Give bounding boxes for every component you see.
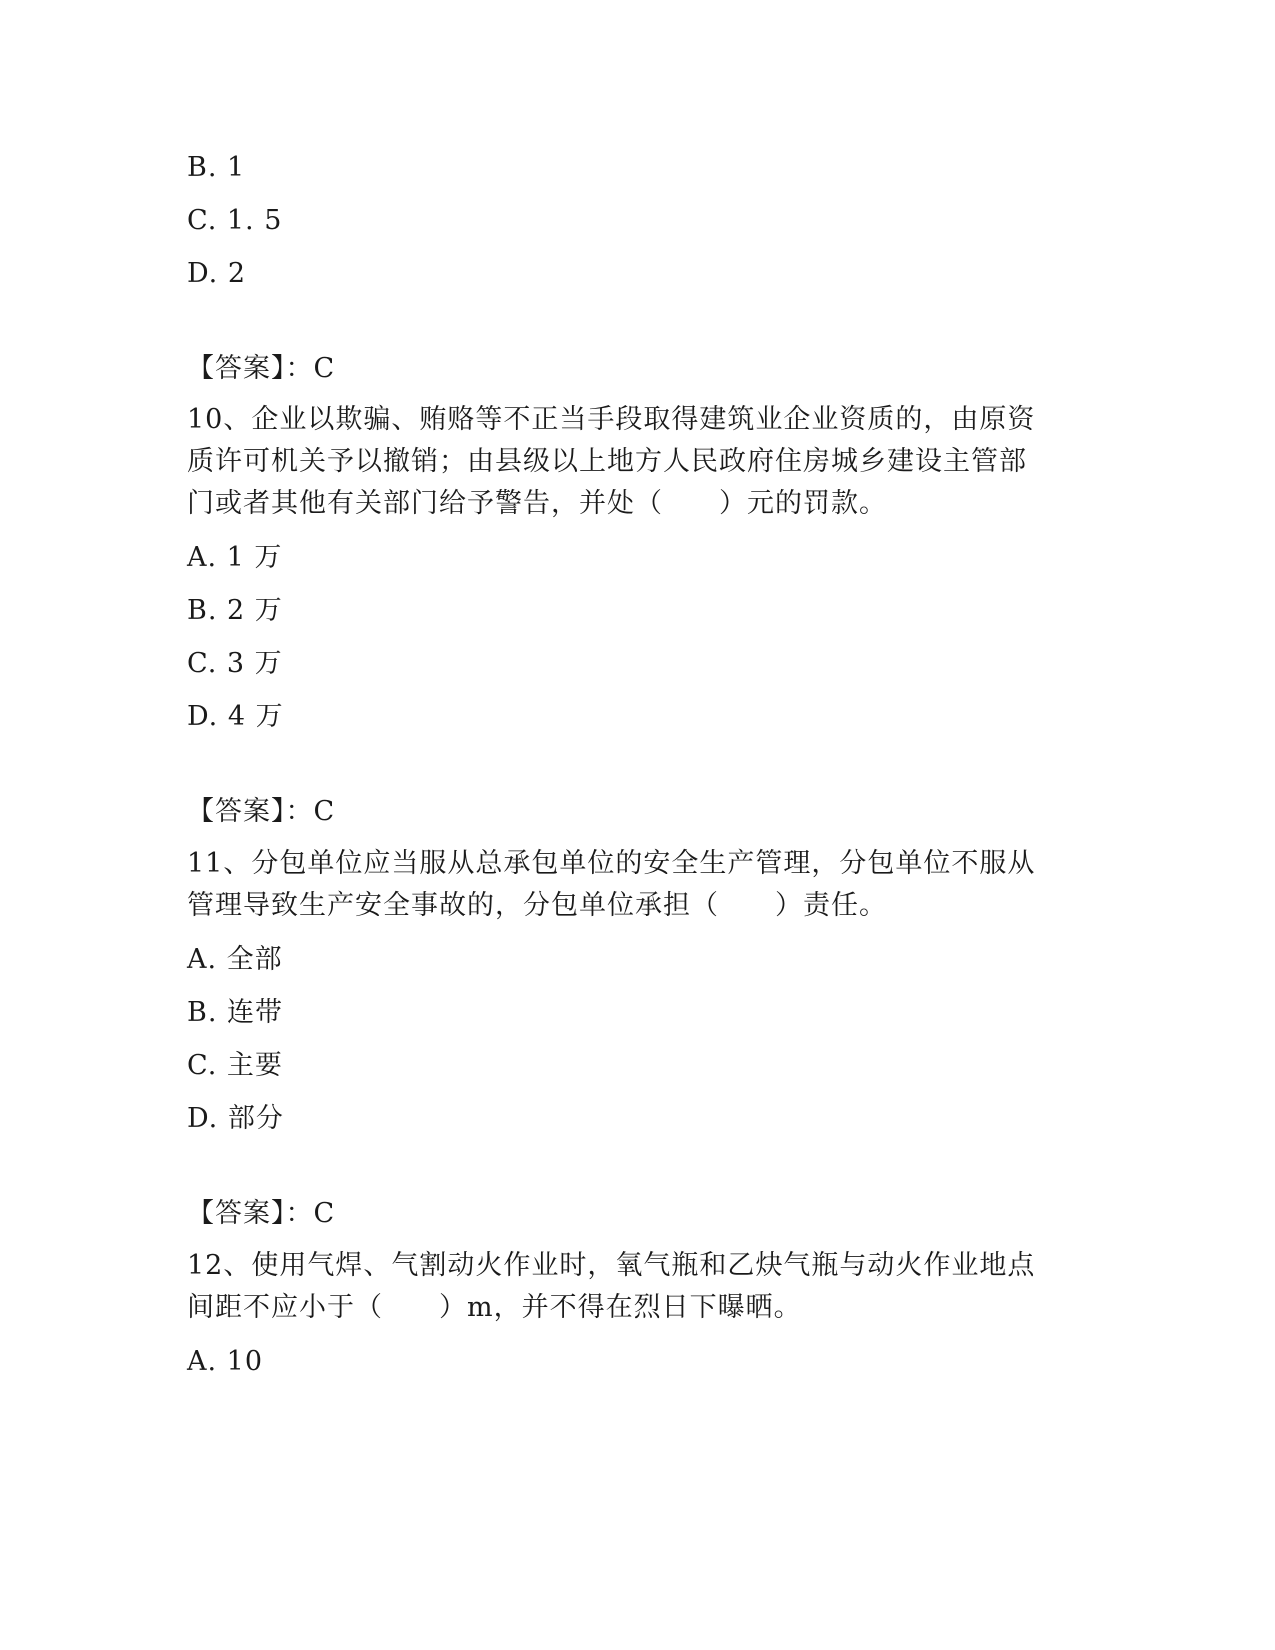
q12-stem-line-2: 间距不应小于（ ）m，并不得在烈日下曝晒。 bbox=[187, 1292, 802, 1323]
q10-stem-line-2: 质许可机关予以撤销；由县级以上地方人民政府住房城乡建设主管部 bbox=[187, 446, 1027, 477]
q10-option-c: C. 3 万 bbox=[187, 648, 283, 679]
q11-option-b: B. 连带 bbox=[187, 997, 284, 1028]
q11-stem-line-2: 管理导致生产安全事故的，分包单位承担（ ）责任。 bbox=[187, 890, 887, 921]
q10-answer: 【答案】：C bbox=[187, 796, 336, 827]
q10-option-d: D. 4 万 bbox=[187, 701, 284, 732]
q9-option-b: B. 1 bbox=[187, 152, 246, 183]
q9-option-c: C. 1. 5 bbox=[187, 205, 283, 236]
q11-option-a: A. 全部 bbox=[187, 944, 283, 975]
q9-option-d: D. 2 bbox=[187, 258, 247, 289]
q11-answer: 【答案】：C bbox=[187, 1198, 336, 1229]
q10-option-a: A. 1 万 bbox=[187, 542, 283, 573]
q11-stem-line-1: 11、分包单位应当服从总承包单位的安全生产管理，分包单位不服从 bbox=[187, 848, 1036, 879]
q12-stem-line-1: 12、使用气焊、气割动火作业时，氧气瓶和乙炔气瓶与动火作业地点 bbox=[187, 1250, 1036, 1281]
q10-option-b: B. 2 万 bbox=[187, 595, 283, 626]
q9-answer: 【答案】：C bbox=[187, 353, 336, 384]
q12-option-a: A. 10 bbox=[187, 1346, 264, 1377]
q11-option-c: C. 主要 bbox=[187, 1050, 283, 1081]
q10-stem-line-3: 门或者其他有关部门给予警告，并处（ ）元的罚款。 bbox=[187, 488, 887, 519]
q11-option-d: D. 部分 bbox=[187, 1103, 284, 1134]
q10-stem-line-1: 10、企业以欺骗、贿赂等不正当手段取得建筑业企业资质的，由原资 bbox=[187, 404, 1036, 435]
